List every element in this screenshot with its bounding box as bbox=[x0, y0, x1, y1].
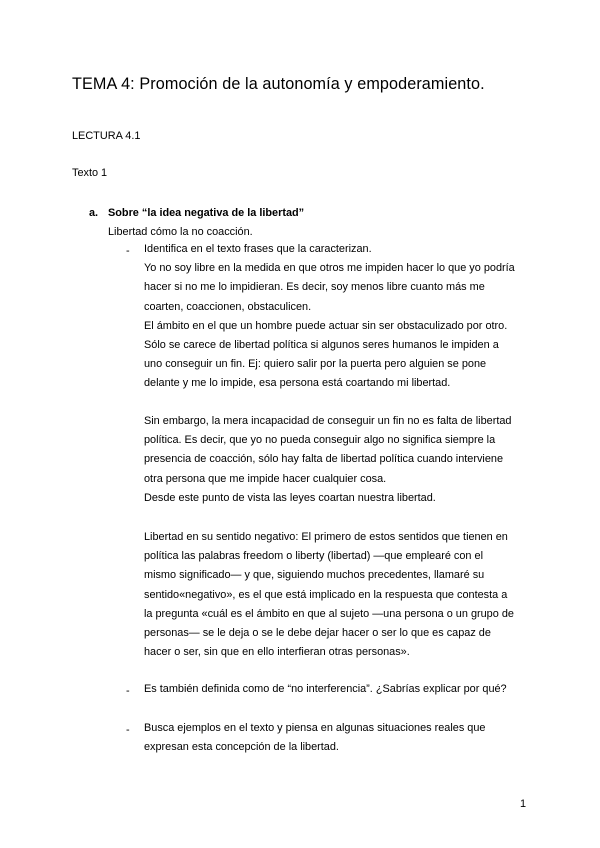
list-item-1-line: hacer si no me lo impidieran. Es decir, soy menos libre cuanto más me bbox=[144, 281, 485, 294]
section-a-title: Sobre “la idea negativa de la libertad” bbox=[108, 207, 305, 219]
list-item-1-line: coarten, coaccionen, obstaculicen. bbox=[144, 300, 312, 313]
paragraph-line: política las palabras freedom o liberty (libertad) —que emplearé con el bbox=[144, 550, 483, 563]
list-item-1-line: Yo no soy libre en la medida en que otros me impiden hacer lo que yo podría bbox=[144, 262, 515, 275]
list-item-1 bbox=[144, 240, 544, 394]
list-item-1-line: delante y me lo impide, esa persona está coartando mi libertad. bbox=[144, 377, 451, 390]
list-item-3-line: Busca ejemplos en el texto y piensa en algunas situaciones reales que bbox=[144, 722, 486, 734]
paragraph-3 bbox=[144, 528, 544, 662]
list-item-2-line: Es también definida como de “no interferencia”. ¿Sabrías explicar por qué? bbox=[144, 683, 507, 695]
list-item-3-line: expresan esta concepción de la libertad. bbox=[144, 741, 339, 754]
list-item-2 bbox=[144, 680, 544, 699]
section-a-heading bbox=[89, 207, 304, 219]
paragraph-line: mismo significado— y que, siguiendo muchos precedentes, llamaré su bbox=[144, 569, 485, 582]
paragraph-line: personas— se le deja o se le debe dejar hacer o ser lo que es capaz de bbox=[144, 627, 491, 640]
paragraph-line: Sin embargo, la mera incapacidad de conseguir un fin no es falta de libertad bbox=[144, 415, 512, 427]
list-item-1-line: El ámbito en el que un hombre puede actuar sin ser obstaculizado por otro. bbox=[144, 319, 508, 332]
section-a-letter: a. bbox=[89, 207, 99, 219]
paragraph-line: la pregunta «cuál es el ámbito en que al sujeto —una persona o un grupo de bbox=[144, 607, 514, 620]
paragraph-line: hacer o ser, sin que en ello interfieran otras personas». bbox=[144, 646, 410, 659]
texto-label: Texto 1 bbox=[72, 167, 108, 179]
page-title: TEMA 4: Promoción de la autonomía y empoderamiento. bbox=[72, 75, 485, 93]
paragraph-line: política. Es decir, que yo no pueda conseguir algo no significa siempre la bbox=[144, 434, 496, 447]
paragraph-2 bbox=[144, 412, 544, 508]
page-number: 1 bbox=[520, 798, 527, 810]
paragraph-line: presencia de coacción, sólo hay falta de libertad política cuando interviene bbox=[144, 453, 504, 466]
list-dash-2: - bbox=[126, 685, 130, 697]
paragraph-line: otra persona que me impide hacer cualquier cosa. bbox=[144, 472, 387, 485]
section-a-subheading: Libertad cómo la no coacción. bbox=[108, 226, 253, 238]
list-item-1-line: uno conseguir un fin. Ej: quiero salir por la puerta pero alguien se pone bbox=[144, 358, 487, 371]
paragraph-line: sentido«negativo», es el que está implicado en la respuesta que contesta a bbox=[144, 588, 508, 601]
lectura-label: LECTURA 4.1 bbox=[72, 130, 141, 142]
list-item-3 bbox=[144, 719, 544, 757]
paragraph-line: Libertad en su sentido negativo: El primero de estos sentidos que tienen en bbox=[144, 531, 508, 543]
list-dash-1: - bbox=[126, 245, 130, 257]
paragraph-line: Desde este punto de vista las leyes coartan nuestra libertad. bbox=[144, 491, 436, 504]
list-item-1-line: Sólo se carece de libertad política si algunos seres humanos le impiden a bbox=[144, 339, 499, 352]
list-dash-3: - bbox=[126, 724, 130, 736]
list-item-1-line: Identifica en el texto frases que la caracterizan. bbox=[144, 243, 372, 255]
